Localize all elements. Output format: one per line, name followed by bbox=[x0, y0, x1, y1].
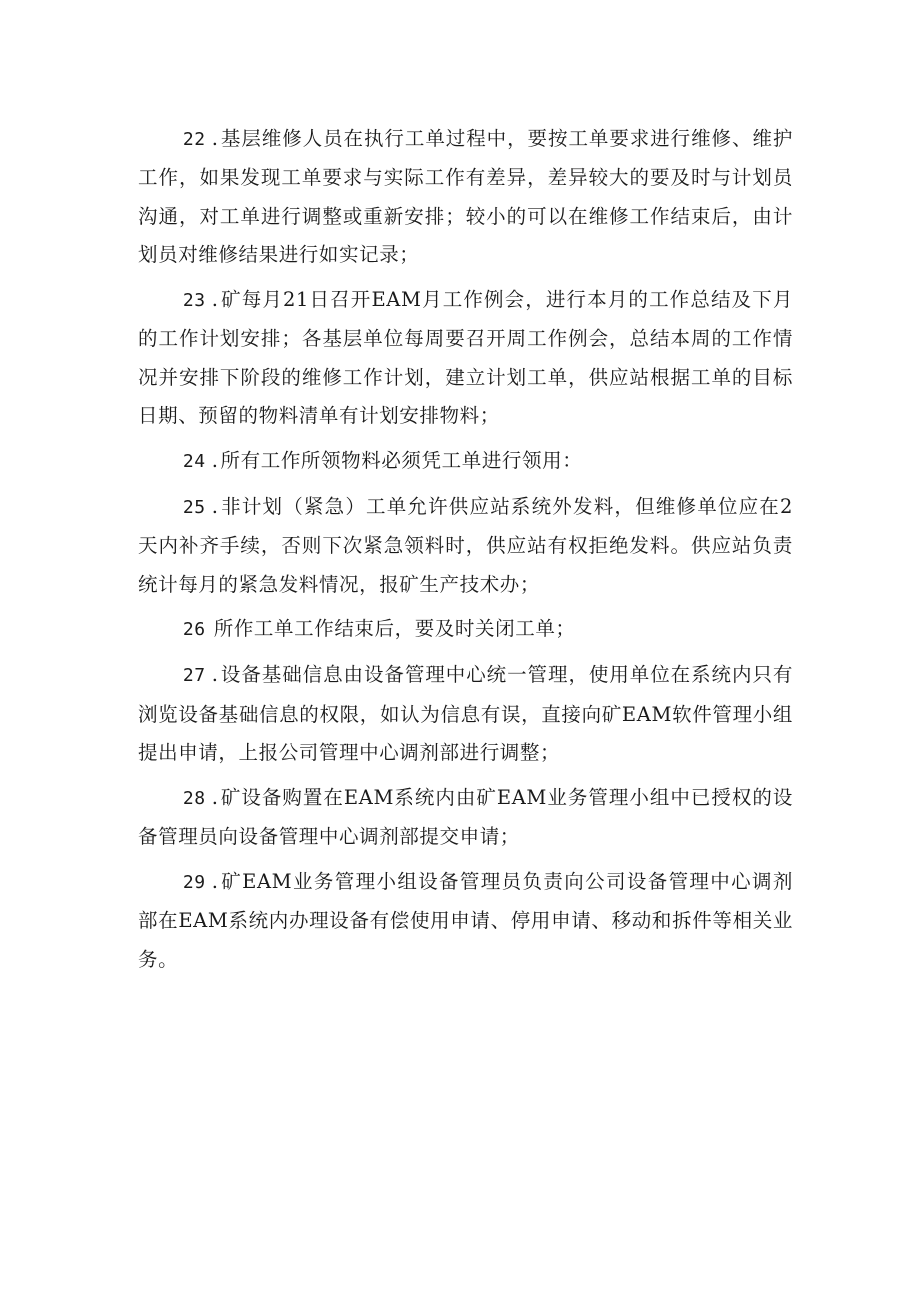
item-number: 28 bbox=[182, 787, 206, 809]
item-separator: . bbox=[211, 870, 219, 894]
item-text: 所作工单工作结束后，要及时关闭工单； bbox=[213, 617, 576, 641]
document-body bbox=[138, 120, 793, 986]
item-27 bbox=[138, 656, 793, 772]
item-28 bbox=[138, 779, 793, 857]
item-26 bbox=[138, 610, 793, 649]
item-text: 矿每月21日召开EAM月工作例会，进行本月的工作总结及下月的工作计划安排；各基层单位每周要召开周工作例会，总结本周的工作情况并安排下阶段的维修工作计划，建立计划工单，供应站根据工单的目标日期、预留的物料清单有计划安排物料； bbox=[138, 288, 793, 428]
item-number: 24 bbox=[182, 451, 206, 473]
item-number: 27 bbox=[182, 665, 206, 687]
item-separator: . bbox=[211, 663, 219, 687]
item-separator: . bbox=[211, 785, 219, 809]
item-separator: . bbox=[211, 449, 219, 473]
item-text: 设备基础信息由设备管理中心统一管理，使用单位在系统内只有浏览设备基础信息的权限，如认为信息有误，直接向矿EAM软件管理小组提出申请，上报公司管理中心调剂部进行调整； bbox=[138, 663, 793, 765]
item-text: 所有工作所领物料必须凭工单进行领用： bbox=[220, 449, 583, 473]
item-25 bbox=[138, 488, 793, 604]
item-number: 23 bbox=[182, 290, 206, 312]
item-number: 22 bbox=[182, 129, 206, 150]
item-number: 29 bbox=[182, 872, 206, 894]
item-separator: . bbox=[211, 288, 219, 312]
item-separator: . bbox=[211, 494, 219, 518]
item-22 bbox=[138, 120, 793, 275]
item-text: 基层维修人员在执行工单过程中，要按工单要求进行维修、维护工作，如果发现工单要求与实际工作有差异，差异较大的要及时与计划员沟通，对工单进行调整或重新安排；较小的可以在维修工作结束后，由计划员对维修结果进行如实记录； bbox=[138, 127, 793, 267]
item-number: 25 bbox=[182, 496, 206, 518]
item-24 bbox=[138, 442, 793, 481]
item-text: 矿设备购置在EAM系统内由矿EAM业务管理小组中已授权的设备管理员向设备管理中心调剂部提交申请； bbox=[138, 785, 793, 849]
item-29 bbox=[138, 863, 793, 979]
item-text: 矿EAM业务管理小组设备管理员负责向公司设备管理中心调剂部在EAM系统内办理设备有偿使用申请、停用申请、移动和拆件等相关业务。 bbox=[138, 870, 793, 971]
item-number: 26 bbox=[182, 619, 206, 641]
item-text: 非计划（紧急）工单允许供应站系统外发料，但维修单位应在2天内补齐手续，否则下次紧急领料时，供应站有权拒绝发料。供应站负责统计每月的紧急发料情况，报矿生产技术办； bbox=[138, 494, 793, 596]
item-separator: . bbox=[211, 127, 219, 150]
item-23 bbox=[138, 281, 793, 436]
